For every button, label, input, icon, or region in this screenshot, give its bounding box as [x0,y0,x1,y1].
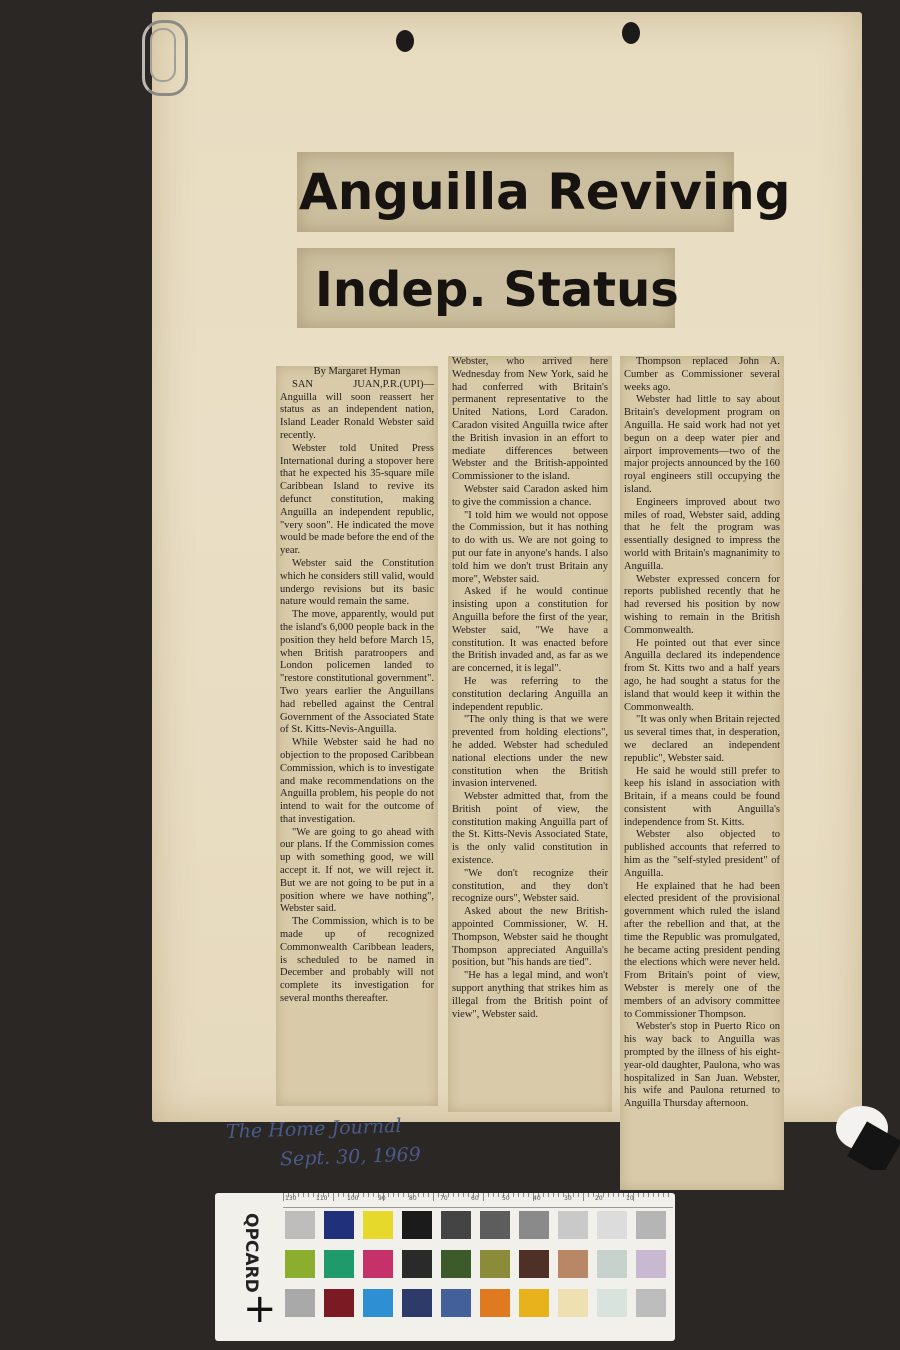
ruler-tick [483,1193,484,1201]
ruler-tick [583,1193,584,1201]
ruler-tick [513,1193,514,1197]
paragraph: While Webster said he had no objection to the proposed Caribbean Commission, which is to investigate and make recommendations on the Anguilla problem, his people do not intend to wait for the outcome of that investigation. [280,737,434,825]
headline-line-2: Indep. Status [297,248,675,328]
color-swatch [558,1211,588,1239]
article-column-2 [448,356,612,1112]
color-swatch [441,1250,471,1278]
color-swatch [597,1289,627,1317]
paragraph: Webster said the Constitution which he considers still valid, would undergo revisions but its basic nature would remain the same. [280,557,434,608]
ruler-label: 50 [502,1195,510,1202]
ruler-tick [428,1193,429,1197]
color-swatch [519,1211,549,1239]
paragraph: He said he would still prefer to keep his island in association with Britain, if a means could be found consistent with Anguilla's independence from St. Kitts. [624,765,780,828]
ruler-tick [668,1193,669,1197]
ruler-tick [548,1193,549,1197]
ruler-tick [638,1193,639,1197]
ruler-tick [623,1193,624,1197]
ruler-tick [418,1193,419,1197]
ruler-tick [653,1193,654,1197]
color-swatch [636,1211,666,1239]
ruler-tick [313,1193,314,1197]
ruler-tick [303,1193,304,1197]
color-swatch [285,1211,315,1239]
color-swatch [324,1289,354,1317]
color-swatch [636,1250,666,1278]
stand-tip [822,1090,900,1170]
ruler-tick [403,1193,404,1197]
ruler-tick [433,1193,434,1201]
ruler-tick [578,1193,579,1197]
ruler-tick [393,1193,394,1197]
paragraph: He was referring to the constitution declaring Anguilla an independent republic. [452,675,608,713]
paragraph: He explained that he had been elected president of the provisional government which ruled the island after the rebellion and that, at the time the Republic was promulgated, he became acting president pending the elections which were never held. From Britain's point of view, Webster is merely one of the members of an advisory committee to Commissioner Thompson. [624,880,780,1020]
paragraph: "It was only when Britain rejected us several times that, in desperation, we declared an independent republic", Webster said. [624,714,780,764]
paragraph: Webster told United Press International during a stopover here that he expected his 35-square mile Caribbean Island to revive its defunct constitution, making Anguilla an independent republic, "very soon". He indicated the move would be made before the end of the year. [280,442,434,557]
ruler-tick [588,1193,589,1197]
paragraph: Webster said Caradon asked him to give the commission a chance. [452,483,608,508]
paragraph: "He has a legal mind, and won't support anything that strikes him as illegal from the British point of view", Webster said. [452,970,608,1020]
ruler-label: 130 [285,1195,297,1202]
color-swatch [480,1250,510,1278]
ruler-tick [398,1193,399,1197]
paragraph: Asked about the new British-appointed Commissioner, W. H. Thompson, Webster said he thought Thompson appreciated Anguilla's position, but "his hands are tied". [452,906,608,969]
ruler-tick [593,1193,594,1197]
ruler-tick [528,1193,529,1197]
color-swatch [324,1211,354,1239]
ruler-tick [648,1193,649,1197]
ruler-tick [488,1193,489,1197]
color-swatch [402,1211,432,1239]
ruler-tick [373,1193,374,1197]
color-swatch [324,1250,354,1278]
paragraph: "We don't recognize their constitution, and they don't recognize ours", Webster said. [452,867,608,905]
color-swatch [597,1250,627,1278]
ruler-tick [448,1193,449,1197]
ruler-tick [663,1193,664,1197]
color-swatch [402,1250,432,1278]
punch-hole [396,30,414,52]
ruler-tick [608,1193,609,1197]
card-brand: QPCARD [241,1213,261,1293]
ruler-tick [558,1193,559,1197]
ruler-tick [553,1193,554,1197]
ruler-tick [453,1193,454,1197]
color-swatch [519,1289,549,1317]
paragraph: Webster, who arrived here Wednesday from New York, said he had conferred with Britain's permanent representative to the United Nations, Lord Caradon. Caradon visited Anguilla twice after the British invasion in an effort to mediate differences between Webster and the British-appointed Commissioner to the island. [452,356,608,483]
ruler-label: 70 [440,1195,448,1202]
ruler-tick [423,1193,424,1197]
ruler-label: 20 [595,1195,603,1202]
paragraph: Webster admitted that, from the British point of view, the constitution making Anguilla part of the St. Kitts-Nevis Associated State, is the only valid constitution in existence. [452,791,608,867]
ruler-label: 90 [378,1195,386,1202]
color-swatch [480,1211,510,1239]
color-swatch [558,1289,588,1317]
paragraph: The move, apparently, would put the island's 6,000 people back in the position they held before March 15, when British paratroopers and London policemen landed to "restore constitutional government". Two years earlier the Anguillans had rebelled against the Central Government of the Associated State of St. Kitts-Nevis-Anguilla. [280,609,434,736]
ruler-tick [468,1193,469,1197]
paragraph: Webster had little to say about Britain's development program on Anguilla. He said work had not yet begun on a deep water pier and airport improvements—two of the major projects announced by the 160 royal engineers still occupying the island. [624,394,780,495]
color-swatch [558,1250,588,1278]
ruler-tick [328,1193,329,1197]
color-swatch [363,1250,393,1278]
color-swatch [441,1211,471,1239]
ruler-label: 10 [626,1195,634,1202]
ruler-tick [573,1193,574,1197]
handwritten-date: Sept. 30, 1969 [279,1143,422,1171]
ruler-tick [493,1193,494,1197]
ruler-tick [603,1193,604,1197]
color-swatch [402,1289,432,1317]
ruler-label: 80 [409,1195,417,1202]
ruler-tick [438,1193,439,1197]
ruler-tick [458,1193,459,1197]
ruler-tick [363,1193,364,1197]
handwritten-source: The Home Journal [225,1114,402,1144]
color-swatch [441,1289,471,1317]
ruler-tick [388,1193,389,1197]
paragraph: Webster also objected to published accounts that referred to him as the "self-styled president" of Anguilla. [624,829,780,879]
ruler-tick [643,1193,644,1197]
article-column-3 [620,356,784,1190]
paper-clip-inner [150,28,176,82]
paragraph: "I told him we would not oppose the Commission, but it has nothing to do with us. We are not going to put our fate in anyone's hands. I also told him we don't trust Britain any more", Webster said. [452,509,608,585]
ruler-tick [613,1193,614,1197]
color-swatch [363,1289,393,1317]
ruler-tick [618,1193,619,1197]
paragraph: Webster expressed concern for reports published recently that he had reversed his position by now wishing to remain in the British Commonwealth. [624,573,780,636]
ruler-tick [523,1193,524,1197]
color-swatch [363,1211,393,1239]
color-swatch [285,1250,315,1278]
ruler-label: 100 [347,1195,359,1202]
ruler-tick [333,1193,334,1201]
paragraph: The Commission, which is to be made up of recognized Commonwealth Caribbean leaders, is scheduled to be named in December and probably will not complete its investigation for several months thereafter. [280,916,434,1005]
ruler-tick [498,1193,499,1197]
paragraph: SAN JUAN,P.R.(UPI)— Anguilla will soon reassert her status as an independent nation, Island Leader Ronald Webster said recently. [280,378,434,441]
ruler-tick [338,1193,339,1197]
paragraph: "The only thing is that we were prevented from holding elections", he added. Webster had scheduled national elections under the new constitution when the British invasion intervened. [452,714,608,790]
headline-line-1: Anguilla Reviving [297,152,734,232]
ruler-tick [658,1193,659,1197]
ruler-tick [368,1193,369,1197]
ruler-tick [343,1193,344,1197]
paragraph: He pointed out that ever since Anguilla declared its independence from St. Kitts two and a half years ago, he had sought a status for the island that would keep it within the Commonwealth. [624,637,780,713]
paragraph: "We are going to go ahead with our plans. If the Commission comes up with something good, we will accept it. If not, we will reject it. But we are not going to be put in a position where we have nothing", Webster said. [280,826,434,915]
paragraph: Thompson replaced John A. Cumber as Commissioner several weeks ago. [624,356,780,393]
punch-hole [622,22,640,44]
ruler-tick [308,1193,309,1197]
color-swatch [519,1250,549,1278]
color-calibration-card [215,1193,675,1341]
paragraph: Asked if he would continue insisting upon a constitution for Anguilla before the first of the year, Webster said, "We have a constitution. It was enacted before the British invaded and, as far as we are concerned, it is legal". [452,586,608,675]
article-column-1 [276,366,438,1106]
crosshair-icon: + [243,1286,277,1332]
color-swatch [636,1289,666,1317]
ruler [283,1193,673,1208]
ruler-label: 60 [471,1195,479,1202]
paragraph: Engineers improved about two miles of road, Webster said, adding that he felt the program was essentially designed to impress the world with Britain's magnanimity to Anguilla. [624,496,780,572]
ruler-tick [543,1193,544,1197]
ruler-tick [283,1193,284,1201]
byline: By Margaret Hyman [313,366,401,377]
ruler-label: 40 [533,1195,541,1202]
ruler-tick [518,1193,519,1197]
ruler-tick [298,1193,299,1197]
color-swatch [480,1289,510,1317]
color-swatch [285,1289,315,1317]
color-swatch [597,1211,627,1239]
paragraph: Webster's stop in Puerto Rico on his way back to Anguilla was prompted by the illness of his eight-year-old daughter, Paulona, who was hospitalized in San Juan. Webster, his wife and Paulona returned to Anguilla Thursday afternoon. [624,1021,780,1110]
ruler-tick [463,1193,464,1197]
ruler-label: 30 [564,1195,572,1202]
ruler-label: 110 [316,1195,328,1202]
